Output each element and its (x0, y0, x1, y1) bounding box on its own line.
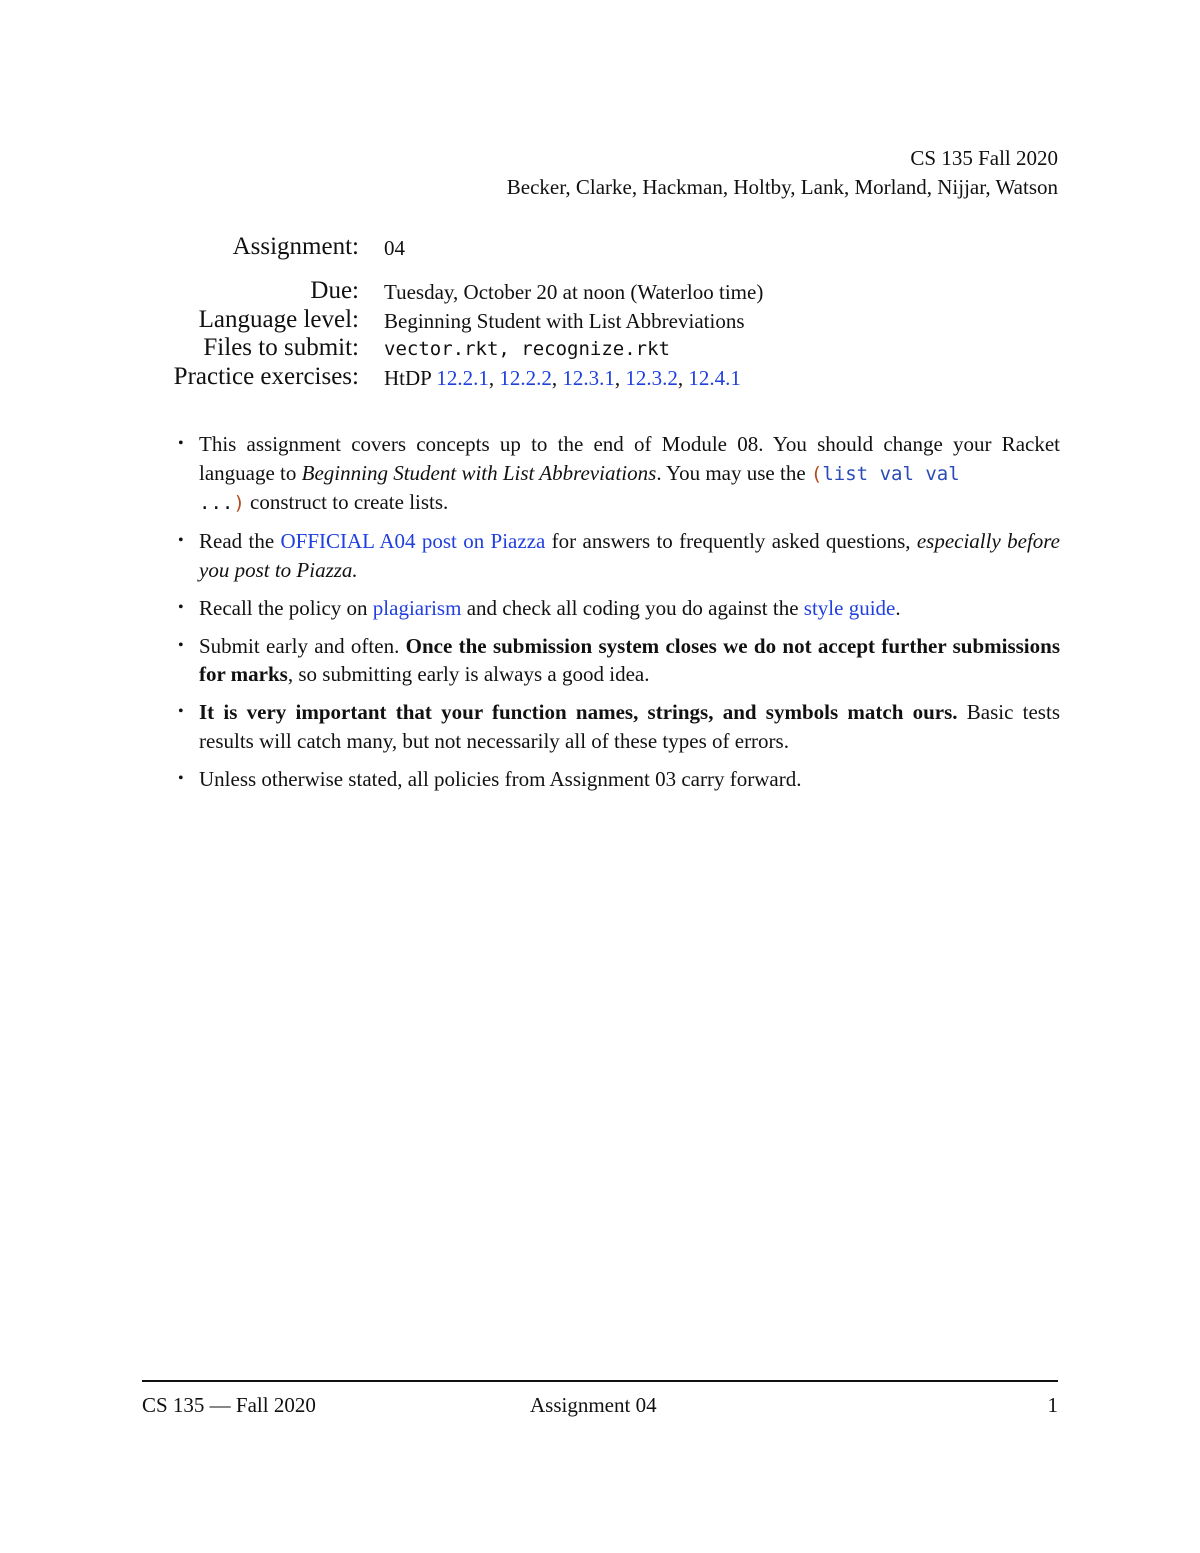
practice-sep: , (677, 365, 689, 390)
practice-sep: , (488, 365, 500, 390)
practice-prefix: HtDP (384, 365, 432, 390)
footer-divider (142, 1380, 1058, 1382)
piazza-emphasis: especially before you post to Piazza. (199, 529, 1060, 582)
language-emphasis: Beginning Student with List Abbreviations (301, 460, 657, 485)
files-label: Files to submit: (203, 334, 359, 361)
plagiarism-link[interactable]: plagiarism (372, 595, 462, 620)
bullet-icon: • (178, 769, 184, 787)
code-close-paren: ) (233, 492, 245, 514)
footer-course: CS 135 — Fall 2020 (142, 1393, 316, 1417)
course-header (507, 144, 1058, 202)
bullet-icon: • (178, 435, 184, 452)
practice-link-1[interactable]: 12.2.1 (436, 365, 489, 390)
assignment-number: 04 (384, 236, 405, 260)
assignment-label: Assignment: (232, 233, 359, 260)
due-label: Due: (310, 277, 359, 304)
list-item: • This assignment covers concepts up to the end of Module 08. You should change your Racket language to Beginning Student with List Abbreviations. You may use the (list val val ...) construct to create lists. (178, 432, 1060, 514)
files-row (0, 334, 1200, 363)
naming-warning: It is very important that your function names, strings, and symbols match ours. (199, 700, 958, 724)
language-row (0, 306, 1200, 335)
page-number: 1 (1047, 1393, 1058, 1417)
due-row (0, 277, 1200, 306)
code-vals: val val (868, 462, 960, 485)
piazza-post-link[interactable]: OFFICIAL A04 post on Piazza (280, 529, 546, 553)
assignment-info (0, 233, 1200, 391)
practice-link-5[interactable]: 12.4.1 (688, 365, 741, 390)
practice-row (0, 363, 1200, 392)
instruction-list (174, 430, 1060, 803)
practice-sep: , (551, 365, 563, 390)
submission-warning: Once the submission system closes we do not accept further submissions for marks (199, 633, 1060, 686)
list-item: • Read the OFFICIAL A04 post on Piazza for answers to frequently asked questions, especially before you post to Piazza. (178, 529, 1060, 582)
practice-link-3[interactable]: 12.3.1 (562, 365, 615, 390)
language-value: Beginning Student with List Abbreviations (384, 308, 745, 333)
style-guide-link[interactable]: style guide (803, 595, 896, 620)
due-value: Tuesday, October 20 at noon (Waterloo time) (384, 280, 764, 304)
practice-label: Practice exercises: (173, 362, 359, 390)
code-ellipsis: ... (199, 492, 234, 514)
list-item: • Unless otherwise stated, all policies from Assignment 03 carry forward. (174, 765, 1060, 794)
footer-assignment: Assignment 04 (530, 1393, 657, 1417)
list-item: • Submit early and often. Once the submission system closes we do not accept further submissions for marks, so submitting early is always a good idea. (178, 633, 1060, 686)
bullet-icon: • (178, 703, 184, 720)
bullet-icon: • (178, 636, 184, 654)
code-list-keyword: list (822, 462, 869, 485)
page-footer (142, 1393, 1058, 1423)
files-value: vector.rkt, recognize.rkt (384, 338, 670, 360)
course-title: CS 135 Fall 2020 (910, 146, 1058, 170)
language-label: Language level: (198, 305, 359, 333)
practice-sep: , (614, 365, 626, 390)
assignment-row (0, 233, 1200, 277)
practice-link-4[interactable]: 12.3.2 (625, 365, 678, 390)
instructor-list: Becker, Clarke, Hackman, Holtby, Lank, Morland, Nijjar, Watson (506, 175, 1058, 199)
list-item: • It is very important that your function names, strings, and symbols match ours. Basic tests results will catch many, but not necessarily all of these types of errors. (178, 700, 1060, 753)
code-open-paren: ( (810, 462, 823, 485)
practice-value (384, 366, 741, 391)
bullet-icon: • (178, 532, 184, 549)
practice-link-2[interactable]: 12.2.2 (499, 365, 552, 390)
list-item: • Recall the policy on plagiarism and check all coding you do against the style guide. (174, 594, 1060, 623)
bullet-icon: • (178, 598, 184, 616)
